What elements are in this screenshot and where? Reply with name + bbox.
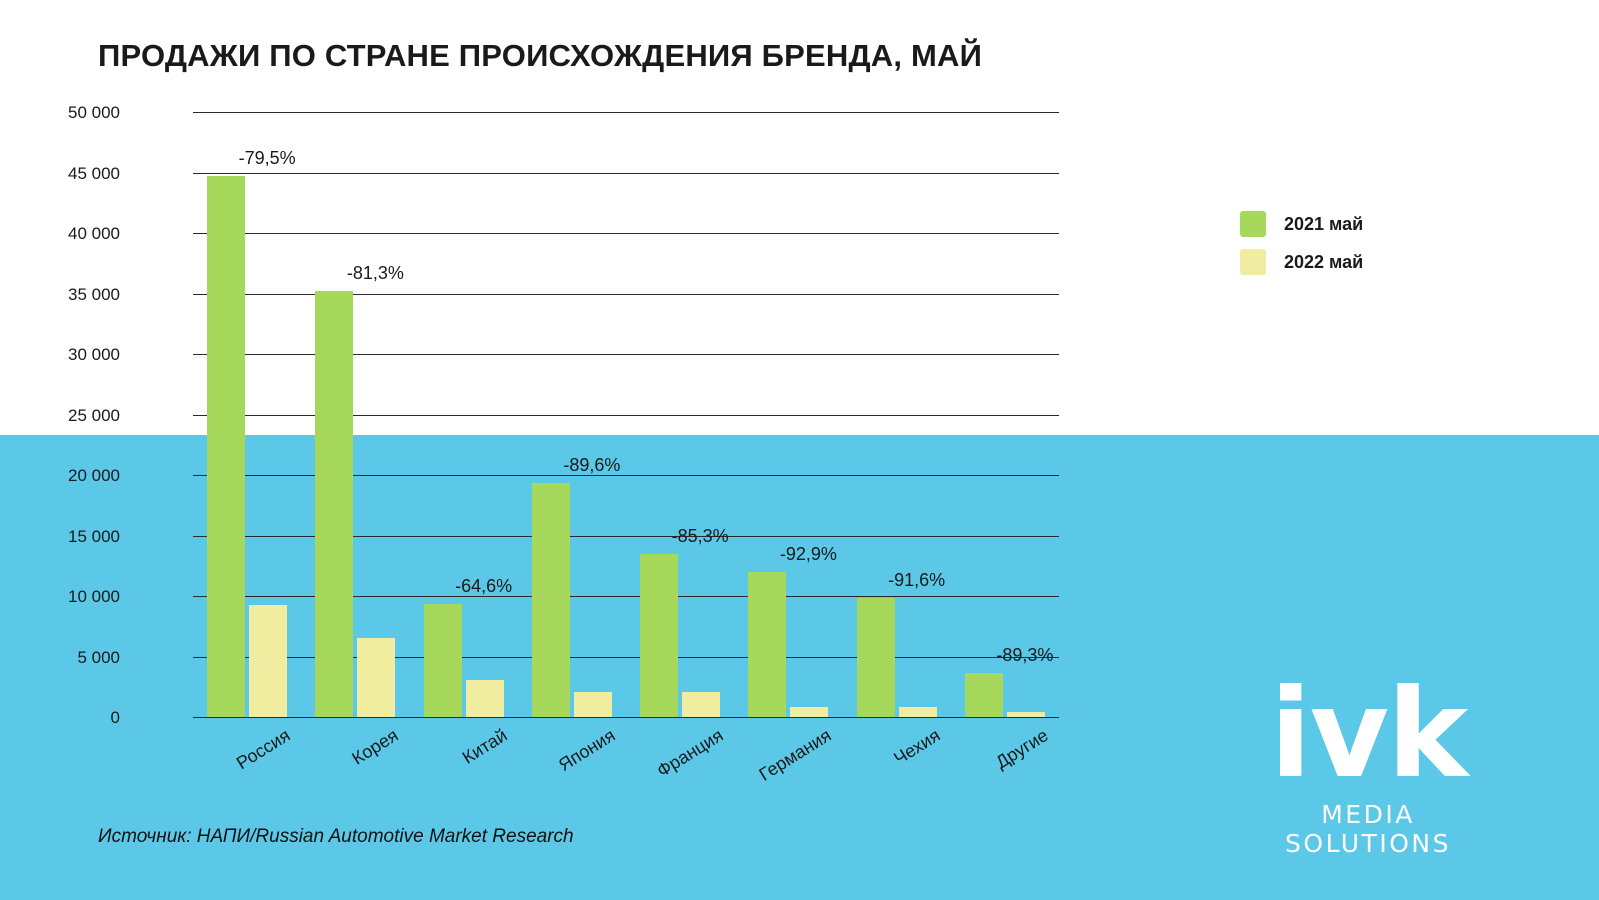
bar <box>857 598 895 717</box>
y-axis-tick-label: 40 000 <box>68 224 120 243</box>
y-axis-tick-label: 50 000 <box>68 103 120 122</box>
bar-annotation: -85,3% <box>671 525 729 546</box>
bar-group <box>857 112 937 717</box>
bar-annotation: -64,6% <box>455 576 513 597</box>
bar-annotation: -81,3% <box>346 263 404 284</box>
bar <box>899 707 937 717</box>
bar <box>532 483 570 717</box>
bar-annotation: -89,6% <box>563 455 621 476</box>
legend-item[interactable] <box>1240 205 1363 243</box>
page-title: ПРОДАЖИ ПО СТРАНЕ ПРОИСХОЖДЕНИЯ БРЕНДА, МАЙ <box>98 38 983 73</box>
bar-group <box>532 112 612 717</box>
y-axis-tick-label: 0 <box>110 708 120 727</box>
legend-label: 2022 май <box>1284 251 1364 272</box>
y-axis-tick-label: 20 000 <box>68 466 120 485</box>
bar <box>315 291 353 717</box>
bar <box>965 673 1003 717</box>
bar-group <box>424 112 504 717</box>
bar <box>424 604 462 717</box>
x-axis-tick-label: Япония <box>554 725 619 776</box>
bar-group <box>315 112 395 717</box>
bar-annotation: -92,9% <box>779 543 837 564</box>
bar <box>357 638 395 717</box>
legend-swatch <box>1240 211 1266 237</box>
y-axis-tick-label: 35 000 <box>68 284 120 304</box>
source-note: Источник: НАПИ/Russian Automotive Market Research <box>98 826 574 847</box>
legend-label: 2021 май <box>1284 213 1364 234</box>
bar <box>249 605 287 717</box>
x-axis-tick-label: Франция <box>653 725 727 782</box>
bars-layer <box>193 112 1059 717</box>
y-axis-tick-label: 25 000 <box>68 405 120 425</box>
y-axis-tick-label: 15 000 <box>68 526 120 546</box>
y-axis-tick-label: 30 000 <box>68 345 120 364</box>
x-axis-tick-label: Китай <box>458 725 511 768</box>
chart-legend <box>1240 205 1363 281</box>
y-axis-tick-label: 45 000 <box>68 163 120 183</box>
x-axis-tick-label: Корея <box>348 725 402 769</box>
x-axis-tick-label: Чехия <box>889 725 944 769</box>
bar <box>748 572 786 717</box>
bar-group <box>640 112 720 717</box>
bar-annotation: -79,5% <box>238 148 296 169</box>
y-axis-tick-label: 5 000 <box>77 647 120 667</box>
y-axis-tick-label: 10 000 <box>68 587 120 606</box>
bar-group <box>207 112 287 717</box>
x-axis-tick-label: Другие <box>991 725 1052 773</box>
x-axis-tick-label: Германия <box>755 725 835 785</box>
bar-group <box>748 112 828 717</box>
legend-item[interactable] <box>1240 243 1363 281</box>
bar <box>682 692 720 717</box>
bar-annotation: -91,6% <box>888 570 946 591</box>
logo-wordmark: ivk <box>1269 663 1467 805</box>
x-axis-tick-label: Россия <box>233 725 294 774</box>
bar-group <box>965 112 1045 717</box>
bar <box>640 554 678 717</box>
bar-annotation: -89,3% <box>996 645 1054 666</box>
brand-logo <box>1243 663 1493 858</box>
bar <box>574 692 612 717</box>
logo-tagline: MEDIA SOLUTIONS <box>1285 800 1451 858</box>
x-axis-tick-labels <box>193 717 1059 827</box>
bar <box>207 176 245 717</box>
legend-swatch <box>1240 249 1266 275</box>
bar <box>790 707 828 717</box>
bar <box>466 680 504 718</box>
